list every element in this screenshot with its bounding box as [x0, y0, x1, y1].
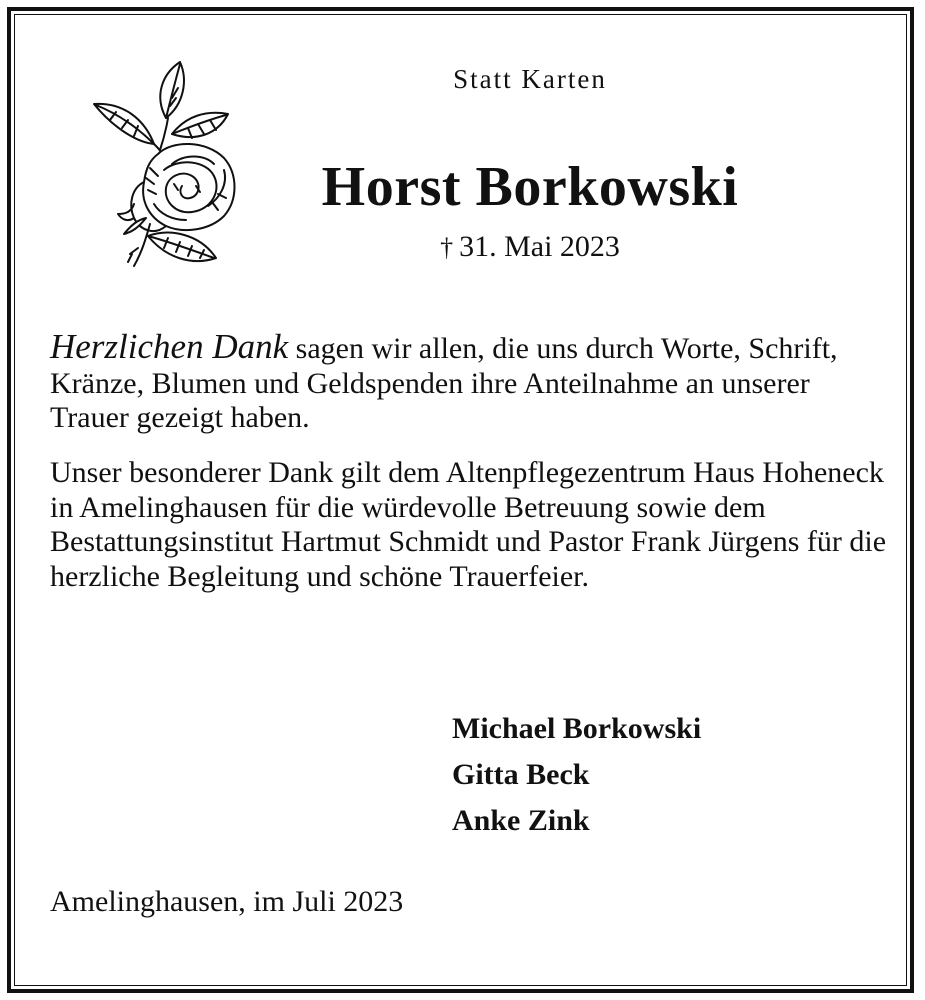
- signer-name: Gitta Beck: [452, 758, 590, 791]
- thanks-text: sagen wir allen, die uns durch Worte, Schrift, Kränze, Blumen und Geldspenden ihre Anteilnahme an unserer Trauer gezeigt haben.: [50, 332, 838, 434]
- signers-list: [452, 706, 872, 844]
- special-thanks-paragraph: Unser besonderer Dank gilt dem Altenpflegezentrum Haus Hoheneck in Amelinghausen für die würdevolle Betreuung sowie dem Bestattungsinstitut Hartmut Schmidt und Pastor Frank Jürgens für die herzliche Begleitung und schöne Trauerfeier.: [50, 456, 887, 593]
- deceased-name: Horst Borkowski: [321, 156, 739, 218]
- signer-name: Anke Zink: [452, 804, 590, 837]
- intro-text: Statt Karten: [453, 64, 607, 94]
- cross-icon: †: [440, 233, 454, 262]
- death-date: 31. Mai 2023: [459, 230, 620, 263]
- thanks-lead: Herzlichen Dank: [50, 327, 289, 366]
- signer-name: Michael Borkowski: [452, 712, 702, 745]
- rose-icon: [88, 58, 253, 286]
- thanks-paragraph: [50, 327, 890, 436]
- place-date: Amelinghausen, im Juli 2023: [50, 885, 404, 918]
- death-date-line: [300, 230, 760, 264]
